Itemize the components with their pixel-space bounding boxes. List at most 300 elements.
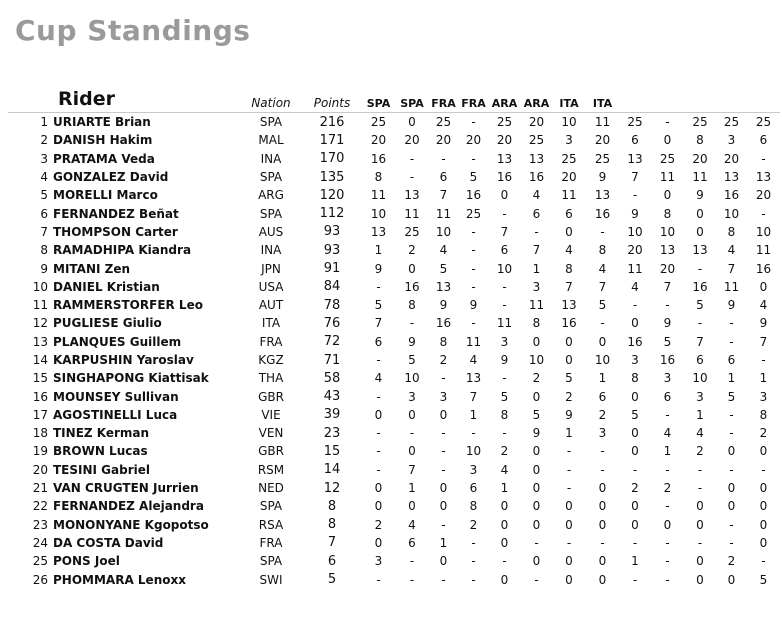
round-score-cell: - bbox=[632, 572, 638, 587]
round-score-cell: 10 bbox=[723, 206, 740, 221]
table-row bbox=[8, 259, 780, 277]
round-score-cell: 0 bbox=[696, 517, 704, 532]
round-score-cell: 0 bbox=[532, 462, 541, 477]
round-score-cell: 25 bbox=[404, 224, 420, 239]
round-score-cell: 3 bbox=[469, 462, 478, 477]
points-cell: 72 bbox=[323, 334, 341, 350]
round-score-cell: 4 bbox=[631, 279, 639, 294]
round-score-cell: 8 bbox=[532, 316, 541, 331]
round-score-cell: 10 bbox=[528, 353, 545, 367]
round-score-cell: 3 bbox=[663, 371, 672, 386]
round-score-cell: 25 bbox=[627, 115, 643, 130]
round-score-cell: 4 bbox=[439, 243, 448, 258]
round-score-cell: - bbox=[761, 206, 766, 221]
round-score-cell: 7 bbox=[408, 462, 416, 477]
round-score-cell: 11 bbox=[561, 188, 577, 203]
round-score-cell: 0 bbox=[408, 444, 416, 459]
round-score-cell: - bbox=[471, 426, 476, 441]
round-score-cell: 3 bbox=[727, 133, 736, 148]
round-score-cell: 11 bbox=[465, 334, 482, 349]
round-score-cell: 11 bbox=[692, 170, 708, 185]
round-score-cell: 0 bbox=[663, 517, 672, 532]
round-score-cell: - bbox=[632, 188, 638, 203]
round-score-cell: 1 bbox=[565, 426, 573, 441]
round-score-cell: - bbox=[409, 316, 415, 331]
round-score-cell: - bbox=[409, 572, 415, 587]
nation-cell: AUT bbox=[258, 298, 284, 313]
round-score-cell: 0 bbox=[408, 407, 416, 422]
round-score-cell: 1 bbox=[408, 481, 416, 496]
round-score-cell: 13 bbox=[404, 188, 420, 203]
round-score-cell: - bbox=[697, 462, 703, 477]
round-score-cell: 0 bbox=[565, 572, 573, 587]
rider-name-cell: PUGLIESE Giulio bbox=[53, 316, 162, 331]
round-score-cell: 3 bbox=[696, 389, 704, 404]
round-score-cell: 2 bbox=[598, 407, 607, 422]
round-score-cell: 8 bbox=[631, 371, 639, 386]
round-score-cell: 20 bbox=[404, 133, 420, 148]
round-score-cell: 5 bbox=[727, 389, 736, 404]
table-row bbox=[8, 552, 780, 570]
round-score-cell: 9 bbox=[598, 170, 607, 185]
rider-name-cell: FERNANDEZ Beñat bbox=[53, 206, 179, 221]
round-score-cell: 7 bbox=[500, 224, 509, 239]
round-score-cell: 5 bbox=[500, 389, 509, 404]
nation-cell: INA bbox=[260, 151, 282, 166]
nation-cell: SPA bbox=[259, 206, 283, 221]
round-score-cell: - bbox=[502, 279, 507, 294]
round-score-cell: 8 bbox=[727, 224, 736, 239]
round-score-cell: 5 bbox=[696, 298, 704, 313]
round-score-cell: 0 bbox=[374, 407, 383, 422]
round-score-cell: 25 bbox=[594, 151, 611, 166]
round-score-cell: 9 bbox=[439, 298, 448, 313]
round-score-cell: - bbox=[600, 316, 605, 331]
round-score-cell: - bbox=[566, 462, 572, 477]
round-score-cell: 0 bbox=[598, 554, 607, 569]
round-score-cell: - bbox=[697, 316, 703, 331]
round-score-cell: 4 bbox=[408, 517, 416, 532]
points-cell: 5 bbox=[327, 572, 337, 588]
points-cell: 76 bbox=[323, 315, 341, 331]
points-cell: 8 bbox=[327, 517, 337, 533]
round-score-cell: - bbox=[409, 151, 415, 166]
round-score-cell: 0 bbox=[500, 535, 509, 550]
position-cell: 11 bbox=[32, 298, 48, 313]
round-score-cell: 0 bbox=[439, 407, 448, 422]
round-score-cell: 0 bbox=[727, 572, 736, 587]
round-score-cell: 6 bbox=[500, 243, 509, 258]
round-score-cell: 6 bbox=[439, 170, 448, 185]
nation-cell: MAL bbox=[258, 133, 284, 148]
round-score-cell: 20 bbox=[594, 133, 611, 148]
round-score-cell: 25 bbox=[723, 115, 740, 130]
round-score-cell: 0 bbox=[696, 499, 704, 514]
round-score-cell: - bbox=[665, 407, 670, 422]
round-score-cell: 10 bbox=[496, 261, 513, 276]
rider-name-cell: PLANQUES Guillem bbox=[53, 334, 182, 349]
position-cell: 10 bbox=[32, 279, 48, 294]
round-score-cell: 16 bbox=[370, 151, 387, 166]
points-cell: 23 bbox=[323, 425, 341, 441]
round-score-cell: - bbox=[729, 334, 734, 349]
round-score-cell: 0 bbox=[598, 481, 607, 496]
points-cell: 84 bbox=[323, 279, 341, 295]
position-cell: 9 bbox=[40, 261, 48, 276]
round-score-cell: 16 bbox=[496, 170, 513, 185]
round-score-cell: 0 bbox=[565, 517, 573, 532]
round-score-cell: 0 bbox=[565, 499, 573, 514]
round-score-cell: 6 bbox=[532, 206, 541, 221]
round-score-cell: 0 bbox=[727, 481, 736, 496]
round-score-cell: 7 bbox=[374, 316, 383, 331]
round-score-cell: - bbox=[665, 462, 670, 477]
header-round: ARA bbox=[491, 97, 518, 110]
round-score-cell: - bbox=[729, 407, 734, 422]
position-cell: 18 bbox=[32, 426, 48, 441]
position-cell: 2 bbox=[40, 133, 48, 148]
header-rider: Rider bbox=[58, 88, 115, 110]
round-score-cell: - bbox=[600, 224, 605, 239]
round-score-cell: 16 bbox=[404, 279, 420, 294]
points-cell: 7 bbox=[327, 535, 337, 551]
round-score-cell: 11 bbox=[659, 170, 676, 185]
round-score-cell: 20 bbox=[465, 133, 482, 148]
table-row bbox=[8, 497, 780, 515]
header-round: ARA bbox=[523, 97, 550, 110]
round-score-cell: - bbox=[441, 462, 446, 477]
round-score-cell: 13 bbox=[594, 188, 611, 203]
round-score-cell: - bbox=[665, 499, 670, 514]
round-score-cell: 25 bbox=[435, 115, 452, 130]
round-score-cell: - bbox=[471, 572, 476, 587]
position-cell: 22 bbox=[32, 499, 48, 514]
round-score-cell: 9 bbox=[532, 426, 541, 441]
round-score-cell: 1 bbox=[759, 371, 768, 386]
round-score-cell: - bbox=[632, 535, 638, 550]
round-score-cell: 0 bbox=[532, 499, 541, 514]
round-score-cell: 7 bbox=[696, 334, 704, 349]
round-score-cell: 0 bbox=[565, 224, 573, 239]
round-score-cell: - bbox=[441, 426, 446, 441]
table-row bbox=[8, 516, 780, 534]
round-score-cell: 0 bbox=[439, 554, 448, 569]
round-score-cell: 8 bbox=[469, 499, 478, 514]
round-score-cell: 6 bbox=[631, 133, 639, 148]
round-score-cell: 0 bbox=[408, 115, 416, 130]
round-score-cell: 0 bbox=[598, 499, 607, 514]
round-score-cell: - bbox=[761, 554, 766, 569]
nation-cell: ITA bbox=[261, 316, 281, 331]
round-score-cell: 13 bbox=[723, 170, 740, 185]
round-score-cell: - bbox=[471, 279, 476, 294]
round-score-cell: 2 bbox=[374, 517, 383, 532]
round-score-cell: 16 bbox=[692, 279, 708, 294]
nation-cell: SPA bbox=[259, 499, 283, 514]
nation-cell: JPN bbox=[261, 261, 281, 276]
header-row bbox=[8, 84, 780, 113]
round-score-cell: 10 bbox=[659, 224, 676, 239]
round-score-cell: 25 bbox=[561, 151, 577, 166]
rider-name-cell: THOMPSON Carter bbox=[53, 224, 178, 239]
table-row bbox=[8, 570, 780, 588]
round-score-cell: - bbox=[376, 353, 381, 367]
round-score-cell: 4 bbox=[663, 426, 672, 441]
round-score-cell: 6 bbox=[374, 334, 383, 349]
round-score-cell: 2 bbox=[696, 444, 704, 459]
round-score-cell: 1 bbox=[500, 481, 509, 496]
round-score-cell: 2 bbox=[727, 554, 736, 569]
round-score-cell: 10 bbox=[755, 224, 772, 239]
header-round: ITA bbox=[592, 97, 613, 110]
round-score-cell: - bbox=[761, 462, 766, 477]
round-score-cell: 0 bbox=[532, 517, 541, 532]
round-score-cell: 7 bbox=[598, 279, 607, 294]
round-score-cell: 16 bbox=[627, 334, 643, 349]
points-cell: 112 bbox=[319, 206, 345, 222]
round-score-cell: 5 bbox=[631, 407, 639, 422]
position-cell: 13 bbox=[32, 334, 48, 349]
round-score-cell: - bbox=[376, 389, 381, 404]
round-score-cell: 25 bbox=[755, 115, 772, 130]
position-cell: 12 bbox=[32, 316, 48, 331]
round-score-cell: 0 bbox=[631, 316, 639, 331]
nation-cell: INA bbox=[260, 243, 282, 258]
round-score-cell: 25 bbox=[496, 115, 513, 130]
points-cell: 39 bbox=[323, 407, 341, 423]
round-score-cell: 0 bbox=[759, 535, 768, 550]
round-score-cell: 6 bbox=[696, 353, 704, 367]
table-row bbox=[8, 296, 780, 314]
round-score-cell: 20 bbox=[435, 133, 452, 148]
round-score-cell: 11 bbox=[755, 243, 772, 258]
round-score-cell: 20 bbox=[692, 151, 708, 166]
points-cell: 43 bbox=[323, 389, 341, 405]
round-score-cell: 3 bbox=[598, 426, 607, 441]
round-score-cell: 4 bbox=[500, 462, 509, 477]
round-score-cell: 5 bbox=[759, 572, 768, 587]
round-score-cell: 3 bbox=[631, 353, 639, 367]
round-score-cell: 6 bbox=[727, 353, 736, 367]
round-score-cell: 13 bbox=[627, 151, 643, 166]
points-cell: 71 bbox=[323, 352, 341, 368]
round-score-cell: 0 bbox=[439, 481, 448, 496]
round-score-cell: 0 bbox=[759, 481, 768, 496]
round-score-cell: 0 bbox=[631, 499, 639, 514]
round-score-cell: - bbox=[376, 462, 381, 477]
round-score-cell: 11 bbox=[528, 298, 545, 313]
rider-name-cell: MITANI Zen bbox=[53, 261, 131, 276]
round-score-cell: 25 bbox=[692, 115, 708, 130]
points-cell: 78 bbox=[323, 297, 341, 313]
round-score-cell: - bbox=[566, 535, 572, 550]
round-score-cell: 4 bbox=[374, 371, 383, 386]
round-score-cell: 10 bbox=[465, 444, 482, 459]
round-score-cell: 9 bbox=[469, 298, 478, 313]
round-score-cell: 1 bbox=[631, 554, 639, 569]
round-score-cell: 5 bbox=[374, 298, 383, 313]
round-score-cell: 1 bbox=[727, 371, 736, 386]
position-cell: 6 bbox=[40, 206, 48, 221]
nation-cell: SPA bbox=[259, 170, 283, 185]
round-score-cell: 2 bbox=[759, 426, 768, 441]
points-cell: 58 bbox=[323, 370, 341, 386]
round-score-cell: 0 bbox=[663, 133, 672, 148]
round-score-cell: - bbox=[761, 151, 766, 166]
round-score-cell: - bbox=[471, 261, 476, 276]
round-score-cell: 0 bbox=[631, 389, 639, 404]
header-round bbox=[684, 84, 716, 113]
round-score-cell: 25 bbox=[659, 151, 676, 166]
position-cell: 16 bbox=[32, 389, 48, 404]
round-score-cell: 13 bbox=[659, 243, 676, 258]
page-title: Cup Standings bbox=[15, 14, 251, 47]
round-score-cell: - bbox=[697, 261, 703, 276]
round-score-cell: 1 bbox=[696, 407, 704, 422]
round-score-cell: 16 bbox=[723, 188, 740, 203]
round-score-cell: 4 bbox=[759, 298, 768, 313]
round-score-cell: 6 bbox=[663, 389, 672, 404]
round-score-cell: 0 bbox=[500, 188, 509, 203]
position-cell: 8 bbox=[40, 243, 48, 258]
round-score-cell: 0 bbox=[631, 444, 639, 459]
nation-cell: SPA bbox=[259, 554, 283, 569]
round-score-cell: 0 bbox=[408, 261, 416, 276]
nation-cell: ARG bbox=[258, 188, 284, 203]
table-row bbox=[8, 131, 780, 149]
round-score-cell: - bbox=[376, 426, 381, 441]
position-cell: 7 bbox=[40, 224, 48, 239]
round-score-cell: - bbox=[502, 554, 507, 569]
nation-cell: FRA bbox=[259, 535, 283, 550]
round-score-cell: 0 bbox=[759, 444, 768, 459]
round-score-cell: 13 bbox=[370, 224, 387, 239]
points-cell: 6 bbox=[327, 553, 337, 569]
points-cell: 14 bbox=[323, 462, 341, 478]
round-score-cell: - bbox=[471, 243, 476, 258]
round-score-cell: 20 bbox=[528, 115, 545, 130]
position-cell: 24 bbox=[32, 535, 48, 550]
round-score-cell: 1 bbox=[439, 535, 448, 550]
round-score-cell: - bbox=[600, 444, 605, 459]
round-score-cell: 8 bbox=[500, 407, 509, 422]
round-score-cell: 0 bbox=[759, 499, 768, 514]
round-score-cell: 6 bbox=[759, 133, 768, 148]
round-score-cell: 11 bbox=[435, 206, 452, 221]
table-row bbox=[8, 186, 780, 204]
round-score-cell: - bbox=[729, 462, 734, 477]
round-score-cell: - bbox=[566, 481, 572, 496]
round-score-cell: - bbox=[729, 535, 734, 550]
round-score-cell: 13 bbox=[465, 371, 482, 386]
round-score-cell: - bbox=[697, 481, 703, 496]
table-row bbox=[8, 369, 780, 387]
round-score-cell: 7 bbox=[469, 389, 478, 404]
nation-cell: AUS bbox=[258, 224, 284, 239]
round-score-cell: 4 bbox=[532, 188, 541, 203]
round-score-cell: - bbox=[534, 535, 539, 550]
round-score-cell: 3 bbox=[374, 554, 383, 569]
rider-name-cell: PRATAMA Veda bbox=[53, 151, 155, 166]
position-cell: 17 bbox=[32, 407, 48, 422]
round-score-cell: 9 bbox=[696, 188, 704, 203]
round-score-cell: 7 bbox=[663, 279, 672, 294]
round-score-cell: 9 bbox=[565, 407, 573, 422]
round-score-cell: 5 bbox=[408, 353, 416, 367]
position-cell: 21 bbox=[32, 481, 48, 496]
round-score-cell: 7 bbox=[439, 188, 448, 203]
round-score-cell: - bbox=[441, 371, 446, 386]
rider-name-cell: BROWN Lucas bbox=[53, 444, 148, 459]
round-score-cell: 0 bbox=[532, 334, 541, 349]
round-score-cell: 11 bbox=[723, 279, 740, 294]
round-score-cell: 0 bbox=[500, 572, 509, 587]
round-score-cell: 1 bbox=[532, 261, 541, 276]
round-score-cell: 8 bbox=[565, 261, 573, 276]
table-row bbox=[8, 424, 780, 442]
round-score-cell: 0 bbox=[631, 426, 639, 441]
rider-name-cell: MORELLI Marco bbox=[53, 188, 158, 203]
rider-name-cell: DA COSTA David bbox=[53, 535, 164, 550]
round-score-cell: 1 bbox=[663, 444, 672, 459]
header-round bbox=[716, 84, 747, 113]
round-score-cell: - bbox=[502, 371, 507, 386]
rider-name-cell: AGOSTINELLI Luca bbox=[53, 407, 178, 422]
rider-name-cell: PHOMMARA Lenoxx bbox=[53, 572, 186, 587]
table-row bbox=[8, 278, 780, 296]
table-row bbox=[8, 351, 780, 369]
round-score-cell: 3 bbox=[532, 279, 541, 294]
table-row bbox=[8, 223, 780, 241]
round-score-cell: - bbox=[632, 462, 638, 477]
table-row bbox=[8, 113, 780, 132]
round-score-cell: - bbox=[471, 115, 476, 130]
header-round: ITA bbox=[559, 97, 579, 110]
round-score-cell: 11 bbox=[594, 115, 611, 130]
round-score-cell: 2 bbox=[500, 444, 509, 459]
round-score-cell: 0 bbox=[663, 188, 672, 203]
round-score-cell: - bbox=[566, 444, 572, 459]
round-score-cell: 8 bbox=[759, 407, 768, 422]
position-cell: 19 bbox=[32, 444, 48, 459]
round-score-cell: 10 bbox=[370, 206, 387, 221]
round-score-cell: - bbox=[665, 298, 670, 313]
round-score-cell: 11 bbox=[404, 206, 420, 221]
round-score-cell: 13 bbox=[528, 151, 545, 166]
round-score-cell: 16 bbox=[755, 261, 772, 276]
round-score-cell: 3 bbox=[500, 334, 509, 349]
round-score-cell: 6 bbox=[598, 389, 607, 404]
round-score-cell: 0 bbox=[408, 499, 416, 514]
nation-cell: RSA bbox=[258, 517, 284, 532]
round-score-cell: 5 bbox=[663, 334, 672, 349]
round-score-cell: 9 bbox=[374, 261, 383, 276]
round-score-cell: - bbox=[502, 206, 507, 221]
round-score-cell: - bbox=[729, 426, 734, 441]
rider-name-cell: MONONYANE Kgopotso bbox=[53, 517, 209, 532]
round-score-cell: 5 bbox=[532, 407, 541, 422]
round-score-cell: 10 bbox=[435, 224, 452, 239]
round-score-cell: 7 bbox=[532, 243, 541, 258]
round-score-cell: 16 bbox=[465, 188, 482, 203]
round-score-cell: 7 bbox=[759, 334, 768, 349]
round-score-cell: - bbox=[697, 535, 703, 550]
round-score-cell: 0 bbox=[631, 517, 639, 532]
round-score-cell: 0 bbox=[759, 517, 768, 532]
table-row bbox=[8, 442, 780, 460]
round-score-cell: 10 bbox=[594, 353, 611, 367]
position-cell: 26 bbox=[32, 572, 48, 587]
